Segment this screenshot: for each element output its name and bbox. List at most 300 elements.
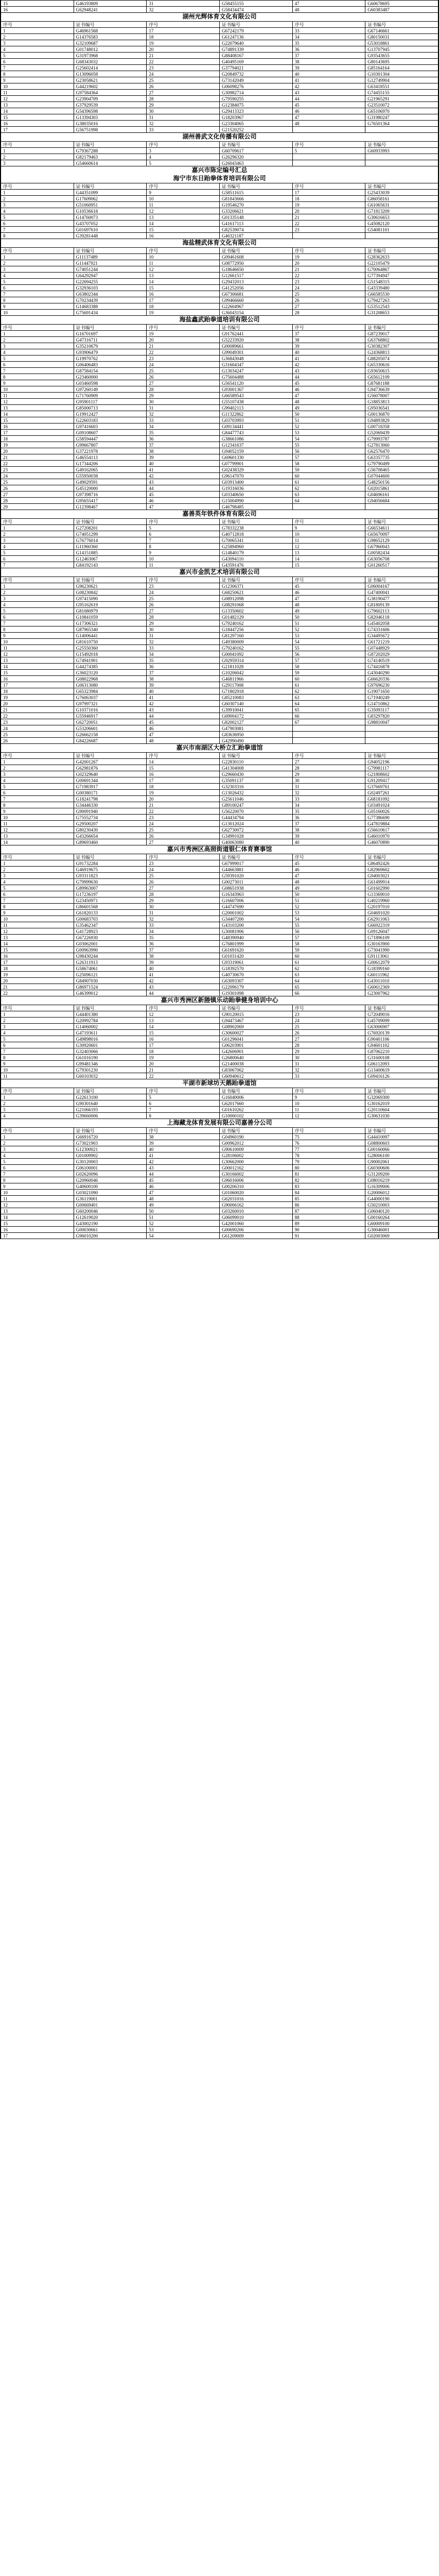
table-row	[1, 1018, 438, 1024]
serial-number-cell: 87	[292, 1208, 365, 1214]
table-row	[1, 879, 438, 885]
header-serial: 序号	[147, 142, 220, 148]
serial-number-cell: 48	[292, 602, 365, 608]
serial-number-cell: 46	[292, 867, 365, 873]
serial-number-cell: 31	[147, 633, 220, 639]
certificate-number-cell: G45120000	[74, 485, 147, 492]
table-row	[1, 873, 438, 879]
serial-number-cell: 42	[147, 978, 220, 984]
serial-number-cell: 7	[1, 291, 74, 297]
serial-number-cell: 18	[147, 784, 220, 790]
header-certificate: 证书编号	[365, 142, 438, 148]
certificate-number-cell: G86601568	[74, 904, 147, 910]
certificate-number-cell: G72049016	[365, 1011, 438, 1018]
serial-number-cell: 89	[292, 1221, 365, 1227]
serial-number-cell: 46	[292, 589, 365, 596]
certificate-number-cell: G26043463	[219, 160, 292, 166]
certificate-number-cell: G02329640	[74, 771, 147, 777]
certificate-number-cell: G51060951	[74, 202, 147, 208]
certificate-number-cell: G41252056	[219, 285, 292, 291]
certificate-number-cell: G62720051	[74, 719, 147, 725]
certificate-number-cell: G79590255	[219, 96, 292, 102]
header-certificate: 证书编号	[74, 142, 147, 148]
certificate-number-cell: G65323984	[74, 688, 147, 694]
certificate-number-cell: G03913400	[219, 479, 292, 485]
certificate-number-cell: G04960190	[219, 1134, 292, 1140]
certificate-number-cell: G18853813	[365, 399, 438, 405]
certificate-number-cell: G08651938	[219, 885, 292, 891]
certificate-number-cell: G01610262	[219, 1107, 292, 1113]
serial-number-cell: 6	[147, 1100, 220, 1107]
serial-number-cell: 12	[292, 1113, 365, 1119]
serial-number-cell: 4	[1, 1030, 74, 1036]
serial-number-cell: 18	[292, 196, 365, 202]
certificate-number-cell: G43103200	[219, 922, 292, 928]
organization-title: 嘉兴市陈定编号汇总	[1, 166, 438, 175]
certificate-number-cell: G37929539	[74, 102, 147, 108]
serial-number-cell: 5	[1, 1036, 74, 1042]
serial-number-cell: 32	[147, 916, 220, 922]
serial-number-cell: 9	[1, 808, 74, 815]
certificate-number-cell: G40063080	[219, 839, 292, 845]
serial-number-cell: 26	[147, 879, 220, 885]
serial-number-cell: 22	[1, 990, 74, 996]
serial-number-cell: 56	[292, 448, 365, 454]
certificate-number-cell: G00273011	[219, 879, 292, 885]
table-row	[1, 355, 438, 362]
table-row	[1, 664, 438, 670]
serial-number-cell: 33	[147, 922, 220, 928]
table-row	[1, 1165, 438, 1171]
serial-number-cell: 29	[292, 771, 365, 777]
serial-number-cell: 51	[292, 620, 365, 626]
serial-number-cell: 46	[147, 725, 220, 732]
table-row	[1, 897, 438, 904]
header-certificate: 证书编号	[74, 325, 147, 331]
serial-number-cell: 41	[147, 694, 220, 701]
certificate-number-cell: G30982714	[219, 90, 292, 96]
serial-number-cell: 36	[292, 815, 365, 821]
serial-number-cell: 18	[147, 303, 220, 310]
certificate-number-cell: G48390940	[219, 935, 292, 941]
serial-number-cell: 21	[147, 1067, 220, 1073]
serial-number-cell: 53	[147, 1227, 220, 1233]
certificate-number-cell: G31600108	[365, 1055, 438, 1061]
serial-number-cell: 40	[292, 349, 365, 355]
certificate-number-cell	[365, 725, 438, 732]
table-row	[1, 479, 438, 485]
certificate-number-cell: G46010970	[365, 833, 438, 839]
certificate-number-cell: G26662158	[74, 732, 147, 738]
serial-number-cell: 15	[292, 562, 365, 568]
certificate-number-cell: G79981117	[365, 765, 438, 771]
certificate-number-cell	[365, 504, 438, 510]
organization-title: 嘉兴市南湖区大桥立汇跆拳道馆	[1, 744, 438, 752]
certificate-number-cell: G13350602	[219, 608, 292, 614]
certificate-number-cell: G45709099	[365, 1018, 438, 1024]
certificate-number-cell: G10371016	[74, 707, 147, 713]
table-row	[1, 965, 438, 972]
serial-number-cell: 8	[1, 297, 74, 303]
serial-number-cell: 1	[1, 28, 74, 34]
serial-number-cell: 10	[292, 531, 365, 537]
table-row	[1, 190, 438, 196]
certificate-number-cell: G34495672	[365, 633, 438, 639]
header-serial: 序号	[1, 1128, 74, 1134]
certificate-number-cell: G18392570	[219, 965, 292, 972]
certificate-number-cell: G43591476	[219, 562, 292, 568]
serial-number-cell: 44	[147, 485, 220, 492]
certificate-number-cell: G95162619	[74, 602, 147, 608]
certificate-number-cell: G80230430	[74, 827, 147, 833]
serial-number-cell: 11	[1, 393, 74, 399]
certificate-number-cell: G41728923	[74, 928, 147, 935]
certificate-number-cell: G68343032	[74, 59, 147, 65]
certificate-number-cell: G79240162	[219, 645, 292, 651]
document	[0, 0, 439, 1239]
certificate-number-cell: G18241798	[74, 796, 147, 802]
certificate-number-cell: G47193611	[74, 1030, 147, 1036]
table-row	[1, 1073, 438, 1079]
serial-number-cell: 23	[147, 355, 220, 362]
certificate-number-cell: G22105479	[365, 260, 438, 266]
table-row	[1, 688, 438, 694]
certificate-number-cell: G62576470	[365, 448, 438, 454]
serial-number-cell: 14	[1, 839, 74, 845]
serial-number-cell: 10	[147, 556, 220, 562]
serial-number-cell: 2	[1, 337, 74, 343]
serial-number-cell: 59	[292, 670, 365, 676]
table-row	[1, 562, 438, 568]
certificate-number-cell: G93319061	[219, 959, 292, 965]
certificate-number-cell: G60678695	[365, 1, 438, 7]
certificate-number-cell	[365, 738, 438, 744]
table-row	[1, 71, 438, 77]
table-row	[1, 1171, 438, 1177]
serial-number-cell: 85	[292, 1196, 365, 1202]
column-header-row	[1, 1088, 438, 1094]
serial-number-cell: 38	[147, 676, 220, 682]
certificate-number-cell: G86492426	[365, 860, 438, 867]
table-row	[1, 473, 438, 479]
certificate-number-cell: G76801999	[219, 941, 292, 947]
table-row	[1, 885, 438, 891]
table-row	[1, 657, 438, 664]
header-certificate: 证书编号	[219, 1005, 292, 1011]
serial-number-cell: 40	[147, 1146, 220, 1153]
certificate-number-cell: G95901117	[74, 399, 147, 405]
certificate-number-cell: G52069439	[365, 430, 438, 436]
organization-section	[1, 1119, 438, 1239]
certificate-number-cell: G73041990	[365, 947, 438, 953]
table-row	[1, 53, 438, 59]
serial-number-cell: 5	[147, 1094, 220, 1100]
serial-number-cell: 26	[147, 374, 220, 380]
certificate-number-cell: G87965340	[74, 626, 147, 633]
serial-number-cell: 20	[1, 701, 74, 707]
certificate-number-cell: G56610617	[365, 827, 438, 833]
certificate-number-cell: G46554113	[74, 454, 147, 461]
serial-number-cell: 53	[292, 430, 365, 436]
serial-number-cell: 45	[147, 492, 220, 498]
certificate-number-cell: G56220070	[219, 808, 292, 815]
serial-number-cell: 21	[147, 343, 220, 349]
serial-number-cell: 32	[147, 639, 220, 645]
serial-number-cell: 18	[147, 34, 220, 40]
serial-number-cell: 13	[1, 833, 74, 839]
certificate-number-cell: G23510072	[365, 102, 438, 108]
organization-section	[1, 13, 438, 133]
serial-number-cell: 7	[1, 897, 74, 904]
serial-number-cell: 25	[292, 291, 365, 297]
serial-number-cell: 25	[147, 827, 220, 833]
table-row	[1, 867, 438, 873]
table-row	[1, 860, 438, 867]
serial-number-cell: 5	[1, 1159, 74, 1165]
serial-number-cell: 46	[292, 386, 365, 393]
serial-number-cell: 17	[147, 777, 220, 784]
table-row	[1, 620, 438, 626]
serial-number-cell: 12	[1, 827, 74, 833]
serial-number-cell: 67	[292, 719, 365, 725]
serial-number-cell: 38	[147, 953, 220, 959]
table-row	[1, 922, 438, 928]
serial-number-cell: 9	[1, 380, 74, 386]
serial-number-cell: 2	[1, 867, 74, 873]
certificate-number-cell: G60940612	[219, 1073, 292, 1079]
table-row	[1, 959, 438, 965]
serial-number-cell: 61	[292, 682, 365, 688]
serial-number-cell: 31	[292, 784, 365, 790]
serial-number-cell: 16	[147, 1036, 220, 1042]
header-certificate: 证书编号	[219, 1128, 292, 1134]
certificate-number-cell: G85000713	[74, 405, 147, 411]
serial-number-cell: 26	[147, 602, 220, 608]
certificate-table	[1, 1088, 438, 1119]
certificate-number-cell: G14006441	[74, 633, 147, 639]
certificate-number-cell: G01335148	[219, 214, 292, 221]
certificate-number-cell: G75552734	[74, 815, 147, 821]
serial-number-cell: 44	[292, 374, 365, 380]
certificate-table	[1, 21, 438, 133]
certificate-number-cell: G01009902	[74, 1153, 147, 1159]
certificate-number-cell: G94893829	[365, 417, 438, 423]
certificate-number-cell: G00612079	[365, 959, 438, 965]
serial-number-cell: 28	[147, 386, 220, 393]
certificate-number-cell: G84226687	[74, 738, 147, 744]
serial-number-cell: 52	[147, 1221, 220, 1227]
certificate-number-cell: G65612109	[365, 374, 438, 380]
table-row	[1, 821, 438, 827]
column-header-row	[1, 1005, 438, 1011]
serial-number-cell: 15	[1, 947, 74, 953]
table-row	[1, 928, 438, 935]
serial-number-cell: 32	[147, 7, 220, 13]
certificate-number-cell: G60200046	[74, 1208, 147, 1214]
serial-number-cell: 83	[292, 1183, 365, 1190]
serial-number-cell: 1	[1, 254, 74, 260]
serial-number-cell: 4	[1, 602, 74, 608]
table-row	[1, 202, 438, 208]
serial-number-cell: 17	[292, 190, 365, 196]
certificate-number-cell: G91762441	[219, 331, 292, 337]
serial-number-cell: 47	[292, 114, 365, 121]
certificate-number-cell: G66916720	[74, 1134, 147, 1140]
serial-number-cell: 7	[1, 1171, 74, 1177]
serial-number-cell: 78	[292, 1153, 365, 1159]
header-serial: 序号	[147, 519, 220, 525]
header-serial: 序号	[147, 248, 220, 254]
certificate-number-cell: G32109687	[74, 40, 147, 46]
certificate-number-cell: G43040290	[365, 670, 438, 676]
certificate-number-cell: G84907030	[74, 978, 147, 984]
serial-number-cell: 40	[147, 461, 220, 467]
certificate-number-cell: G08902069	[219, 1024, 292, 1030]
table-row	[1, 343, 438, 349]
table-row	[1, 46, 438, 53]
certificate-number-cell: G84192143	[74, 562, 147, 568]
serial-number-cell: 47	[292, 596, 365, 602]
table-row	[1, 972, 438, 978]
certificate-number-cell: G13369010	[365, 891, 438, 897]
certificate-number-cell: G74891339	[219, 46, 292, 53]
certificate-number-cell: G09126047	[365, 928, 438, 935]
certificate-number-cell: G00206310	[219, 1183, 292, 1190]
serial-number-cell: 8	[1, 374, 74, 380]
continuation-table	[1, 0, 438, 13]
table-row	[1, 1134, 438, 1140]
certificate-number-cell: G58434474	[219, 7, 292, 13]
certificate-number-cell: G58674061	[74, 965, 147, 972]
table-row	[1, 417, 438, 423]
serial-number-cell: 9	[1, 633, 74, 639]
serial-number-cell: 15	[1, 670, 74, 676]
certificate-number-cell: G02438329	[219, 467, 292, 473]
serial-number-cell: 60	[292, 676, 365, 682]
serial-number-cell: 26	[147, 833, 220, 839]
certificate-number-cell: G30616653	[365, 214, 438, 221]
serial-number-cell: 18	[1, 436, 74, 442]
serial-number-cell: 16	[147, 771, 220, 777]
certificate-number-cell: G77394947	[365, 273, 438, 279]
serial-number-cell: 27	[147, 885, 220, 891]
serial-number-cell: 6	[1, 285, 74, 291]
header-serial: 序号	[292, 248, 365, 254]
serial-number-cell: 11	[1, 922, 74, 928]
certificate-number-cell: G08800603	[365, 1140, 438, 1146]
certificate-number-cell: G82002127	[219, 719, 292, 725]
serial-number-cell: 24	[147, 589, 220, 596]
table-row	[1, 777, 438, 784]
serial-number-cell: 22	[147, 808, 220, 815]
serial-number-cell: 29	[147, 393, 220, 399]
serial-number-cell: 24	[1, 473, 74, 479]
serial-number-cell: 9	[1, 910, 74, 916]
certificate-number-cell: G11322862	[219, 411, 292, 417]
header-serial: 序号	[1, 519, 74, 525]
serial-number-cell: 35	[292, 808, 365, 815]
serial-number-cell: 16	[1, 953, 74, 959]
certificate-number-cell: G34407200	[219, 916, 292, 922]
table-row	[1, 436, 438, 442]
certificate-number-cell: G00160264	[365, 1214, 438, 1221]
certificate-number-cell: G62031016	[219, 1196, 292, 1202]
certificate-number-cell: G94736639	[365, 386, 438, 393]
certificate-number-cell: G80143695	[365, 59, 438, 65]
certificate-number-cell: G22604967	[219, 303, 292, 310]
serial-number-cell: 32	[147, 121, 220, 127]
serial-number-cell: 8	[1, 802, 74, 808]
serial-number-cell: 19	[1, 972, 74, 978]
certificate-number-cell: G79367288	[74, 148, 147, 154]
certificate-number-cell: G98810047	[365, 719, 438, 725]
certificate-number-cell: G00380171	[74, 790, 147, 796]
certificate-number-cell: G01602990	[365, 885, 438, 891]
serial-number-cell: 35	[147, 935, 220, 941]
table-row	[1, 891, 438, 897]
serial-number-cell: 17	[1, 959, 74, 965]
certificate-number-cell: G86058161	[365, 196, 438, 202]
certificate-number-cell: G42001267	[74, 759, 147, 765]
serial-number-cell: 11	[147, 260, 220, 266]
certificate-number-cell: G70234439	[74, 297, 147, 303]
certificate-number-cell: G88408167	[219, 53, 292, 59]
header-certificate: 证书编号	[219, 519, 292, 525]
serial-number-cell: 54	[292, 639, 365, 645]
header-serial: 序号	[292, 1088, 365, 1094]
serial-number-cell: 34	[292, 802, 365, 808]
table-row	[1, 1159, 438, 1165]
certificate-number-cell: G39281448	[74, 233, 147, 239]
serial-number-cell: 3	[1, 1107, 74, 1113]
serial-number-cell: 77	[292, 1146, 365, 1153]
certificate-number-cell: G60307140	[219, 701, 292, 707]
serial-number-cell: 39	[147, 959, 220, 965]
certificate-table	[1, 324, 438, 510]
serial-number-cell: 43	[292, 90, 365, 96]
serial-number-cell: 7	[1, 562, 74, 568]
serial-number-cell: 44	[147, 990, 220, 996]
certificate-number-cell: G71760909	[74, 393, 147, 399]
certificate-number-cell: G68250621	[219, 589, 292, 596]
header-certificate: 证书编号	[365, 577, 438, 583]
serial-number-cell: 17	[1, 127, 74, 133]
certificate-number-cell: G11447921	[74, 260, 147, 266]
certificate-number-cell: G02620096	[74, 1171, 147, 1177]
certificate-number-cell: G31973968	[74, 53, 147, 59]
table-row	[1, 504, 438, 510]
table-row	[1, 676, 438, 682]
certificate-number-cell: G43339480	[365, 285, 438, 291]
certificate-number-cell: G91113061	[365, 953, 438, 959]
serial-number-cell: 65	[292, 984, 365, 990]
serial-number-cell: 9	[1, 1061, 74, 1067]
serial-number-cell: 27	[1, 492, 74, 498]
serial-number-cell: 54	[292, 916, 365, 922]
certificate-number-cell: G63418551	[365, 83, 438, 90]
header-certificate: 证书编号	[74, 577, 147, 583]
serial-number-cell: 48	[147, 738, 220, 744]
certificate-number-cell: G03021090	[74, 1190, 147, 1196]
serial-number-cell: 32	[292, 1067, 365, 1073]
serial-number-cell: 32	[147, 411, 220, 417]
certificate-number-cell: G18646650	[219, 266, 292, 273]
certificate-number-cell: G39660006	[74, 1113, 147, 1119]
serial-number-cell: 42	[147, 473, 220, 479]
serial-number-cell: 64	[292, 978, 365, 984]
certificate-number-cell: G79240162	[219, 620, 292, 626]
certificate-number-cell: G23304065	[219, 121, 292, 127]
